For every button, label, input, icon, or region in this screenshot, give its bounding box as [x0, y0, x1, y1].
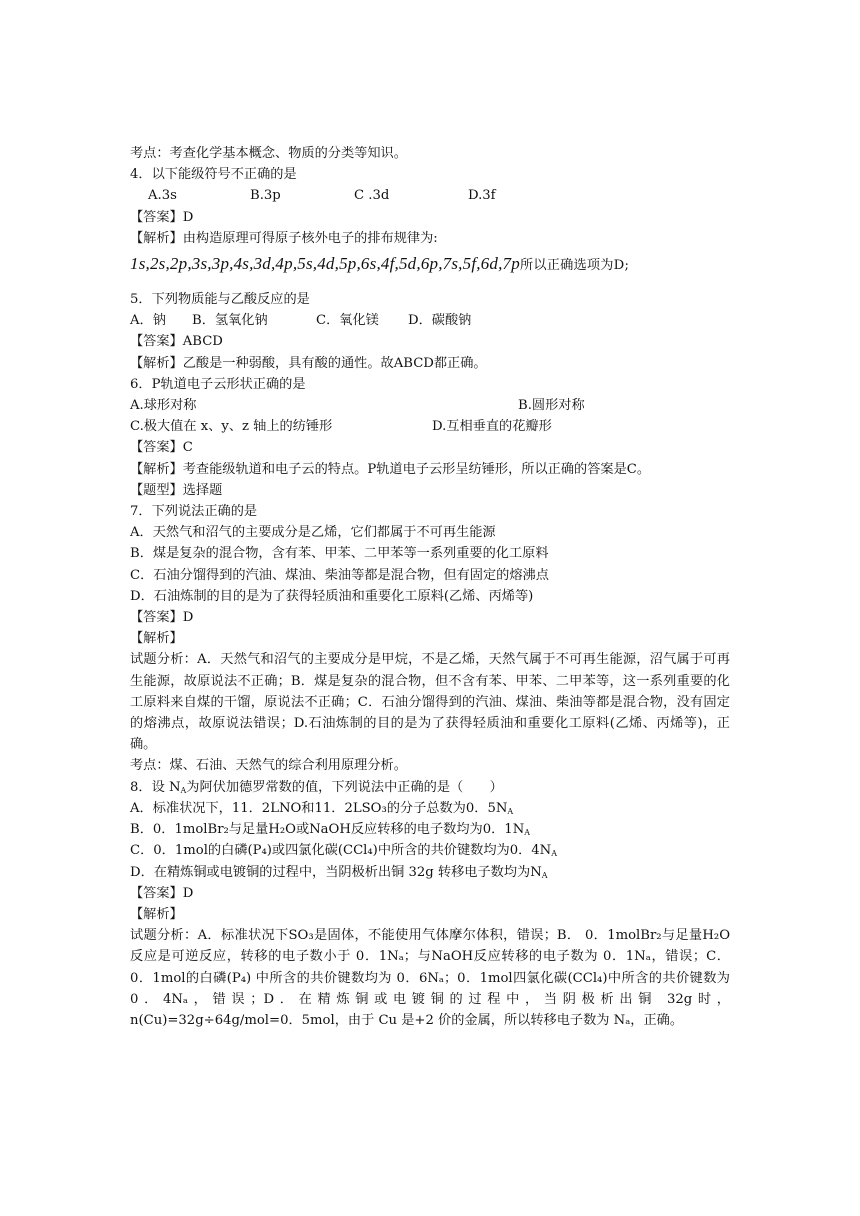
q8-stem [130, 777, 730, 798]
q8-stem-pre: 8．设 N [130, 779, 181, 795]
q6-options-row2 [130, 416, 730, 437]
q6-explanation: 【解析】考查能级轨道和电子云的特点。P轨道电子云形呈纺锤形，所以正确的答案是C。 [130, 461, 651, 477]
q4-options [130, 185, 730, 206]
q5-option-d: D．碳酸钠 [408, 313, 472, 329]
q6-option-c: C.极大值在 x、y、z 轴上的纺锤形 [130, 419, 333, 435]
q5-explanation: 【解析】乙酸是一种弱酸，具有酸的通性。故ABCD都正确。 [130, 355, 487, 371]
q4-option-b: B.3p [250, 188, 281, 204]
q8-option-d-text: D．在精炼铜或电镀铜的过程中，当阴极析出铜 32g 转移电子数均为N [130, 864, 542, 880]
q6-answer: 【答案】C [130, 440, 193, 456]
q8-option-b [130, 819, 730, 840]
q7-analysis: 试题分析：A．天然气和沼气的主要成分是甲烷，不是乙烯，天然气属于不可再生能源，沼气属于可再生能源，故原说法不正确；B．煤是复杂的混合物，但不含有苯、甲苯、二甲苯等，这一系列重要的化工原料来自煤的干馏，原说法不正确；C．石油分馏得到的汽油、煤油、柴油等都是混合物，没有固定的熔沸点，故原说法错误；D.石油炼制的目的是为了获得轻质油和重要化工原料(乙烯、丙烯等)，正确。 [130, 652, 730, 753]
document-page [130, 143, 730, 1031]
q6-option-d: D.互相垂直的花瓣形 [432, 419, 552, 435]
q5-option-c: C．氧化镁 [316, 313, 379, 329]
q8-option-b-sub: A [524, 828, 531, 838]
q6-option-a: A.球形对称 [130, 398, 197, 414]
q6-options-row1 [130, 395, 730, 416]
q4-answer: 【答案】D [130, 209, 194, 225]
q4-explanation: 【解析】由构造原理可得原子核外电子的排布规律为: [130, 230, 438, 246]
q5-option-a: A．钠 [130, 313, 166, 329]
q8-option-c-text: C．0．1mol的白磷(P₄)或四氯化碳(CCl₄)中所含的共价键数均为0．4N [130, 843, 552, 859]
q7-option-d: D．石油炼制的目的是为了获得轻质油和重要化工原料(乙烯、丙烯等) [130, 588, 534, 604]
q8-option-d [130, 862, 730, 883]
q6-question-type: 【题型】选择题 [130, 482, 223, 498]
q4-stem: 4．以下能级符号不正确的是 [130, 167, 297, 183]
q4-orbital-sequence [130, 249, 730, 281]
q4-formula: 1s,2s,2p,3s,3p,4s,3d,4p,5s,4d,5p,6s,4f,5d,6p,7s,5f,6d,7p [130, 254, 520, 274]
q4-option-d: D.3f [468, 188, 496, 204]
q8-explanation-label: 【解析】 [130, 906, 183, 922]
q6-option-b: B.圆形对称 [518, 398, 585, 414]
q8-option-a [130, 798, 730, 819]
q8-option-c [130, 840, 730, 861]
q4-formula-tail: 所以正确选项为D; [519, 258, 630, 274]
q8-answer: 【答案】D [130, 885, 194, 901]
q4-option-c: C .3d [354, 188, 390, 204]
q7-explanation-label: 【解析】 [130, 631, 183, 647]
q5-answer: 【答案】ABCD [130, 334, 223, 350]
q4-option-a: A.3s [148, 188, 177, 204]
q5-option-b: B．氢氧化钠 [192, 313, 268, 329]
q8-option-d-sub: A [541, 870, 548, 880]
q8-option-c-sub: A [551, 849, 557, 859]
q8-option-a-text: A．标准状况下，11．2LNO和11．2LSO₃的分子总数为0．5N [130, 800, 508, 816]
prev-question-point: 考点：考查化学基本概念、物质的分类等知识。 [130, 146, 407, 161]
q5-options [130, 310, 730, 331]
q8-analysis: 试题分析：A．标准状况下SO₃是固体，不能使用气体摩尔体积，错误；B． 0．1molBr₂与足量H₂O反应是可逆反应，转移的电子数小于 0．1Nₐ；与NaOH反应转移的电子数为 0．1Nₐ，错误；C． 0．1mol的白磷(P₄) 中所含的共价键数均为 0．6Nₐ；0．1mol四氯化碳(CCl₄)中所含的共价键数为 0．4Nₐ，错误；D．在精炼铜或电镀铜的过程中，当阴极析出铜 32g时，n(Cu)=32g÷64g/mol=0．5mol，由于 Cu 是+2 价的金属，所以转移电子数为 Nₐ，正确。 [130, 928, 730, 1028]
q7-answer: 【答案】D [130, 610, 194, 626]
q5-stem: 5．下列物质能与乙酸反应的是 [130, 292, 310, 308]
q7-option-a: A．天然气和沼气的主要成分是乙烯，它们都属于不可再生能源 [130, 525, 496, 541]
q6-stem: 6．P轨道电子云形状正确的是 [130, 376, 306, 392]
q8-stem-post: 为阿伏加德罗常数的值，下列说法中正确的是（ ） [186, 779, 503, 795]
q7-option-c: C．石油分馏得到的汽油、煤油、柴油等都是混合物，但有固定的熔沸点 [130, 567, 549, 583]
q8-option-b-text: B．0．1molBr₂与足量H₂O或NaOH反应转移的电子数均为0．1N [130, 822, 525, 838]
q7-point: 考点：煤、石油、天然气的综合利用原理分析。 [130, 758, 407, 774]
q8-stem-sub: A [180, 785, 187, 795]
q7-option-b: B．煤是复杂的混合物，含有苯、甲苯、二甲苯等一系列重要的化工原料 [130, 546, 549, 562]
q8-option-a-sub: A [507, 806, 514, 816]
q7-stem: 7．下列说法正确的是 [130, 504, 258, 520]
